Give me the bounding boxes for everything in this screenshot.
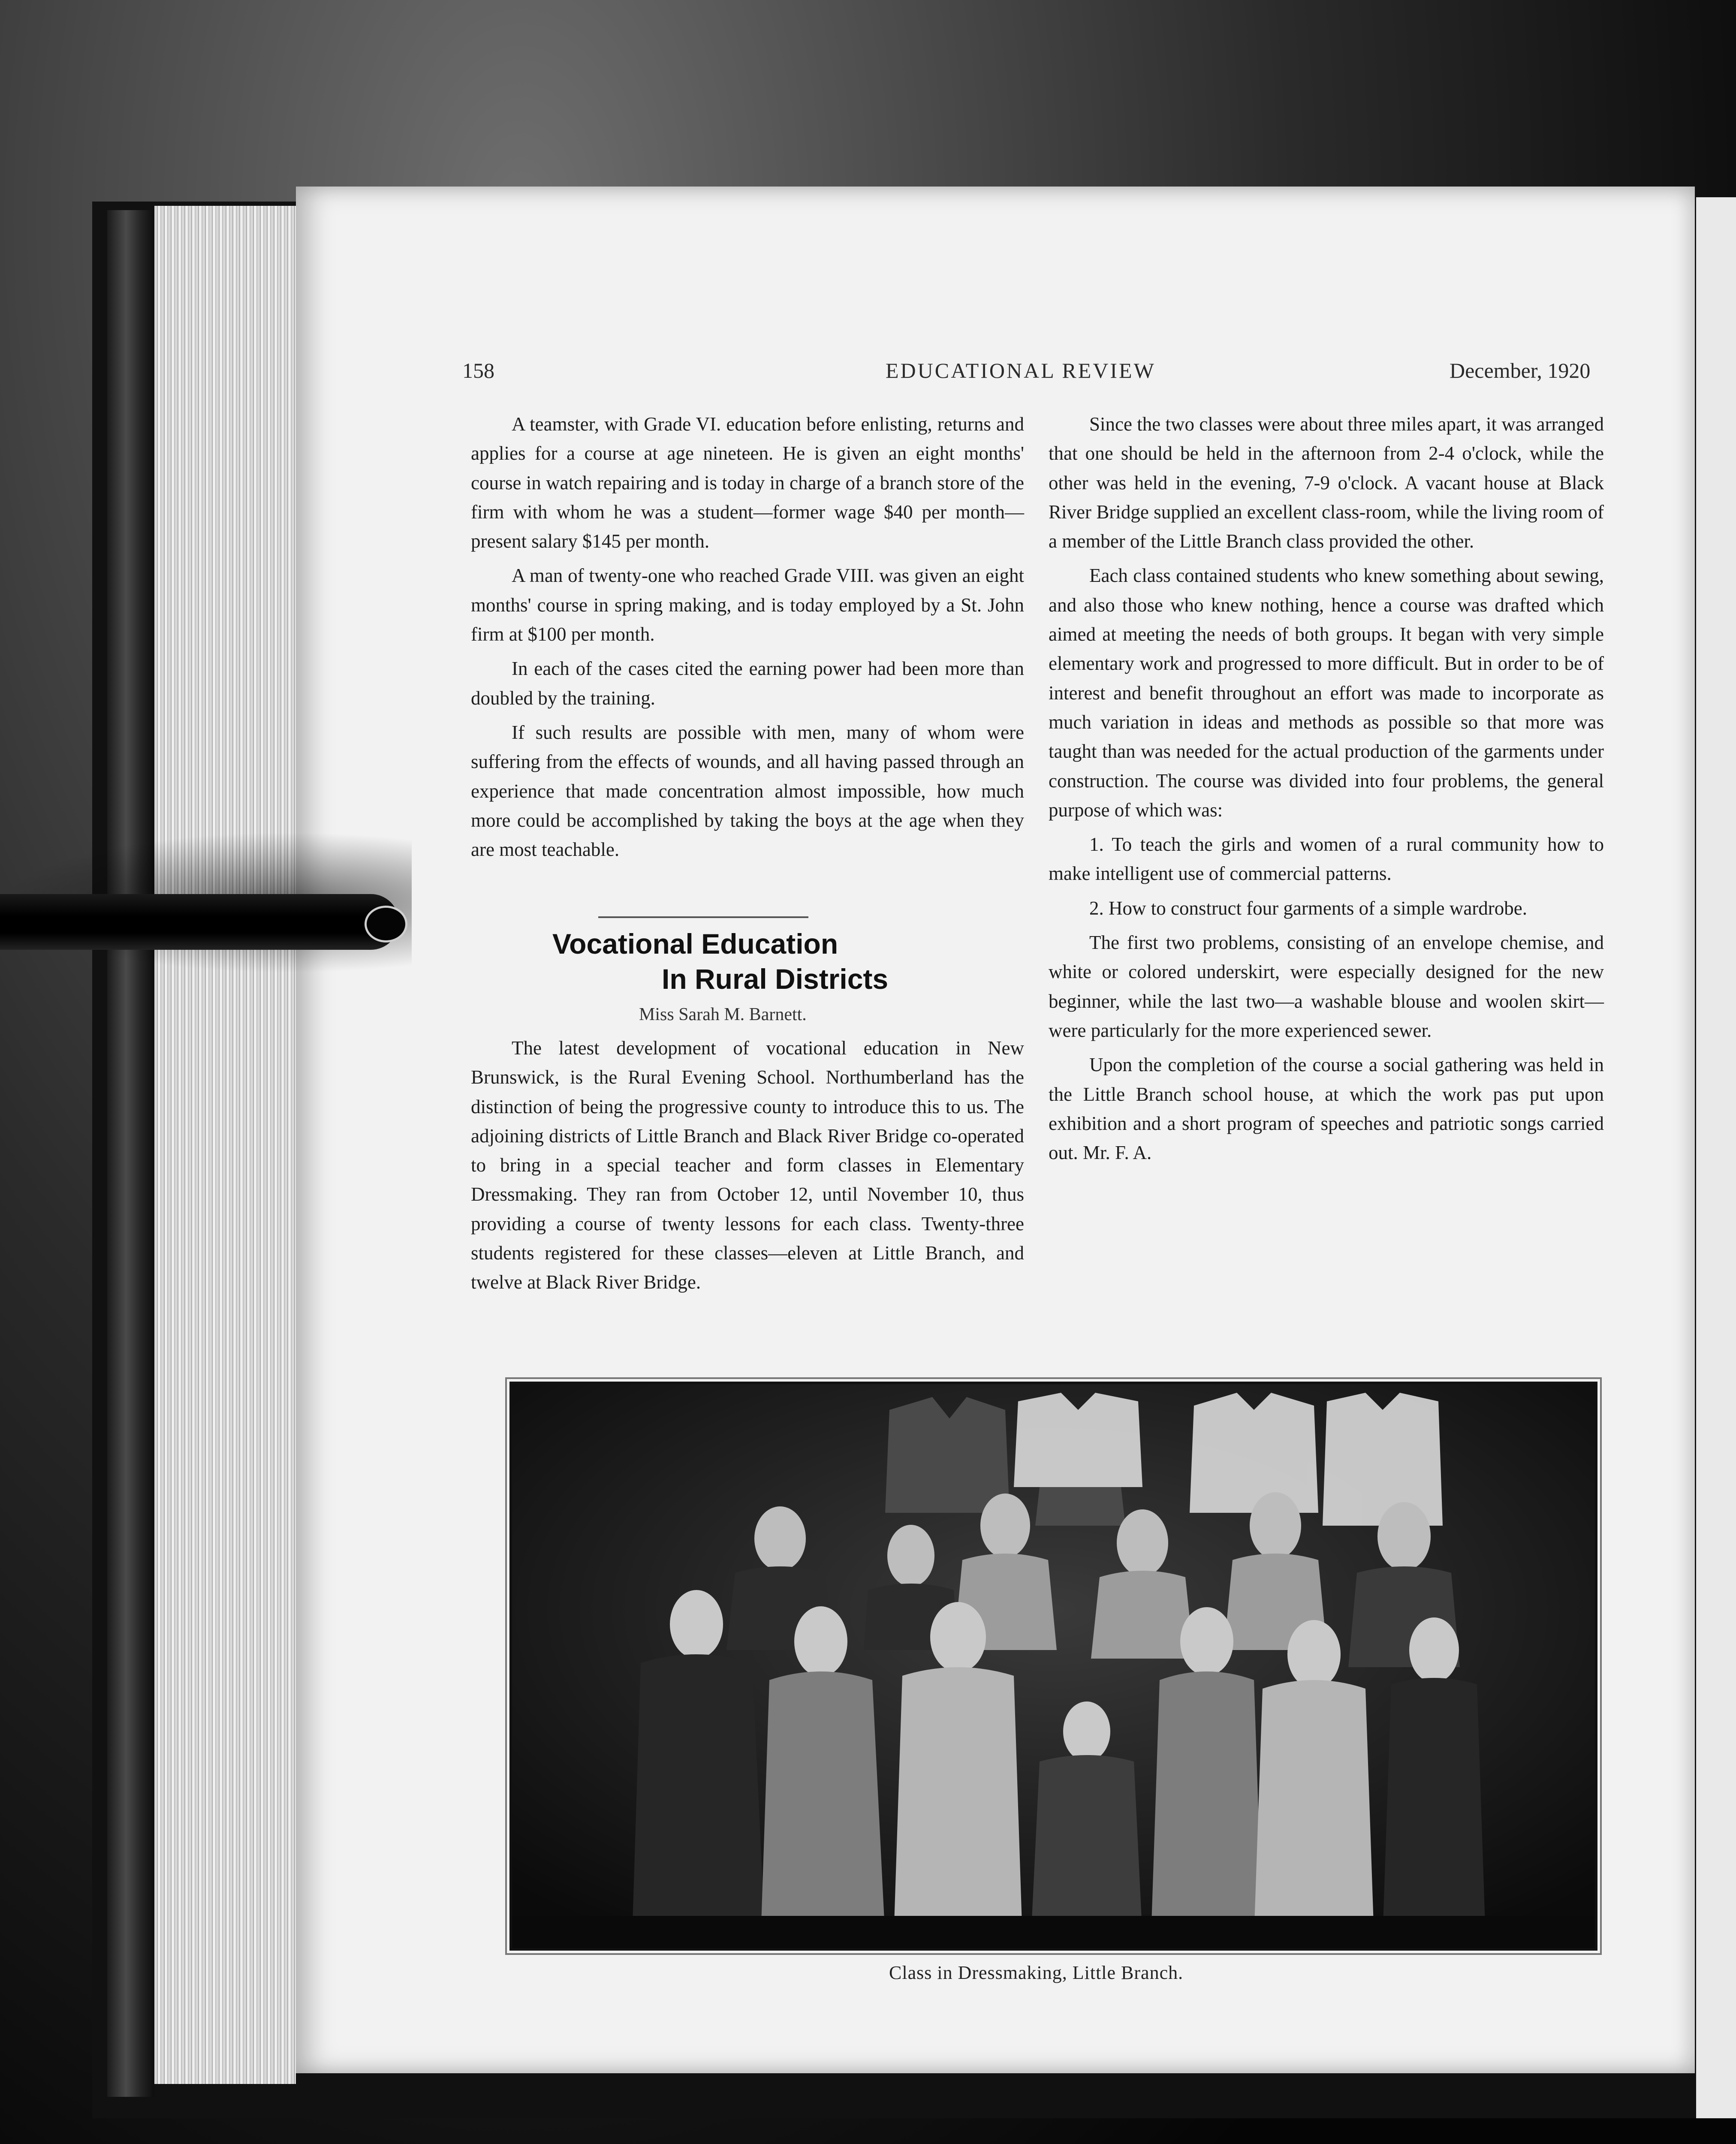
book-spine — [107, 210, 154, 2097]
photo-caption: Class in Dressmaking, Little Branch. — [889, 1962, 1184, 1983]
article-byline: Miss Sarah M. Barnett. — [639, 1005, 807, 1024]
paragraph: A teamster, with Grade VI. education before enlisting, returns and applies for a course at age nineteen. He is given an eight months' course in watch repairing and is today in charge of a branch store of the firm with whom he was a student—former wage $40 per month—present salary $145 per month. — [471, 413, 1024, 552]
paragraph: If such results are possible with men, many of whom were suffering from the effects of wounds, and all having passed through an experience that made concentration almost impossible, how much more could be accomplished by taking the boys at the age when they are most teachable. — [471, 721, 1024, 861]
article-title-line-2: In Rural Districts — [662, 963, 889, 995]
paragraph: Upon the completion of the course a social gathering was held in the Little Branch school house, at which the work pas put upon exhibition and a short program of speeches and patriotic songs carried out. Mr. F. A. — [1049, 1054, 1604, 1164]
pointer-tip — [365, 906, 407, 943]
paragraph: Each class contained students who knew something about sewing, and also those who knew nothing, hence a course was drafted which aimed at meeting the needs of both groups. It began with very simple elementary work and progressed to more difficult. But in order to be of interest and benefit throughout an effort was made to incorporate as much variation in ideas and methods as possible so that more was taught than was needed for the actual production of the garments under construction. The course was divided into four problems, the general purpose of which was: — [1049, 565, 1604, 821]
section-divider — [598, 916, 808, 918]
page-holder-pointer — [0, 894, 399, 950]
article-left-column — [471, 1033, 1024, 1302]
class-photograph — [509, 1382, 1597, 1951]
paragraph: In each of the cases cited the earning power had been more than doubled by the training. — [471, 658, 1024, 709]
paragraph: Since the two classes were about three miles apart, it was arranged that one should be held in the afternoon from 2-4 o'clock, while the other was held in the evening, 7-9 o'clock. A vacant house at Black River Bridge supplied an excellent class-room, while the living room of a member of the Little Branch class provided the other. — [1049, 413, 1604, 552]
issue-date: December, 1920 — [1450, 358, 1591, 382]
page-edges — [154, 206, 296, 2084]
paragraph: A man of twenty-one who reached Grade VIII. was given an eight months' course in spring making, and is today employed by a St. John firm at $100 per month. — [471, 565, 1024, 645]
photo-image — [512, 1384, 1595, 1948]
page-number: 158 — [462, 358, 494, 382]
paragraph: 1. To teach the girls and women of a rural community how to make intelligent use of commercial patterns. — [1049, 834, 1604, 885]
article-right-column — [1049, 410, 1604, 1172]
journal-title: EDUCATIONAL REVIEW — [886, 358, 1156, 382]
left-column-continuation — [471, 410, 1024, 869]
facing-page-edge — [1696, 197, 1736, 2118]
paragraph: The first two problems, consisting of an envelope chemise, and white or colored underskirt, were especially designed for the new beginner, while the last two—a washable blouse and woolen skirt—were particularly for the more experienced sewer. — [1049, 932, 1604, 1041]
paragraph: 2. How to construct four garments of a simple wardrobe. — [1089, 897, 1527, 919]
paragraph: The latest development of vocational education in New Brunswick, is the Rural Evening School. Northumberland has the distinction of being the progressive county to introduce this to us. The adjoining districts of Little Branch and Black River Bridge co-operated to bring in a special teacher and form classes in Elementary Dressmaking. They ran from October 12, until November 10, thus providing a course of twenty lessons for each class. Twenty-three students registered for these classes—eleven at Little Branch, and twelve at Black River Bridge. — [471, 1037, 1024, 1293]
article-title-line-1: Vocational Education — [552, 928, 838, 960]
